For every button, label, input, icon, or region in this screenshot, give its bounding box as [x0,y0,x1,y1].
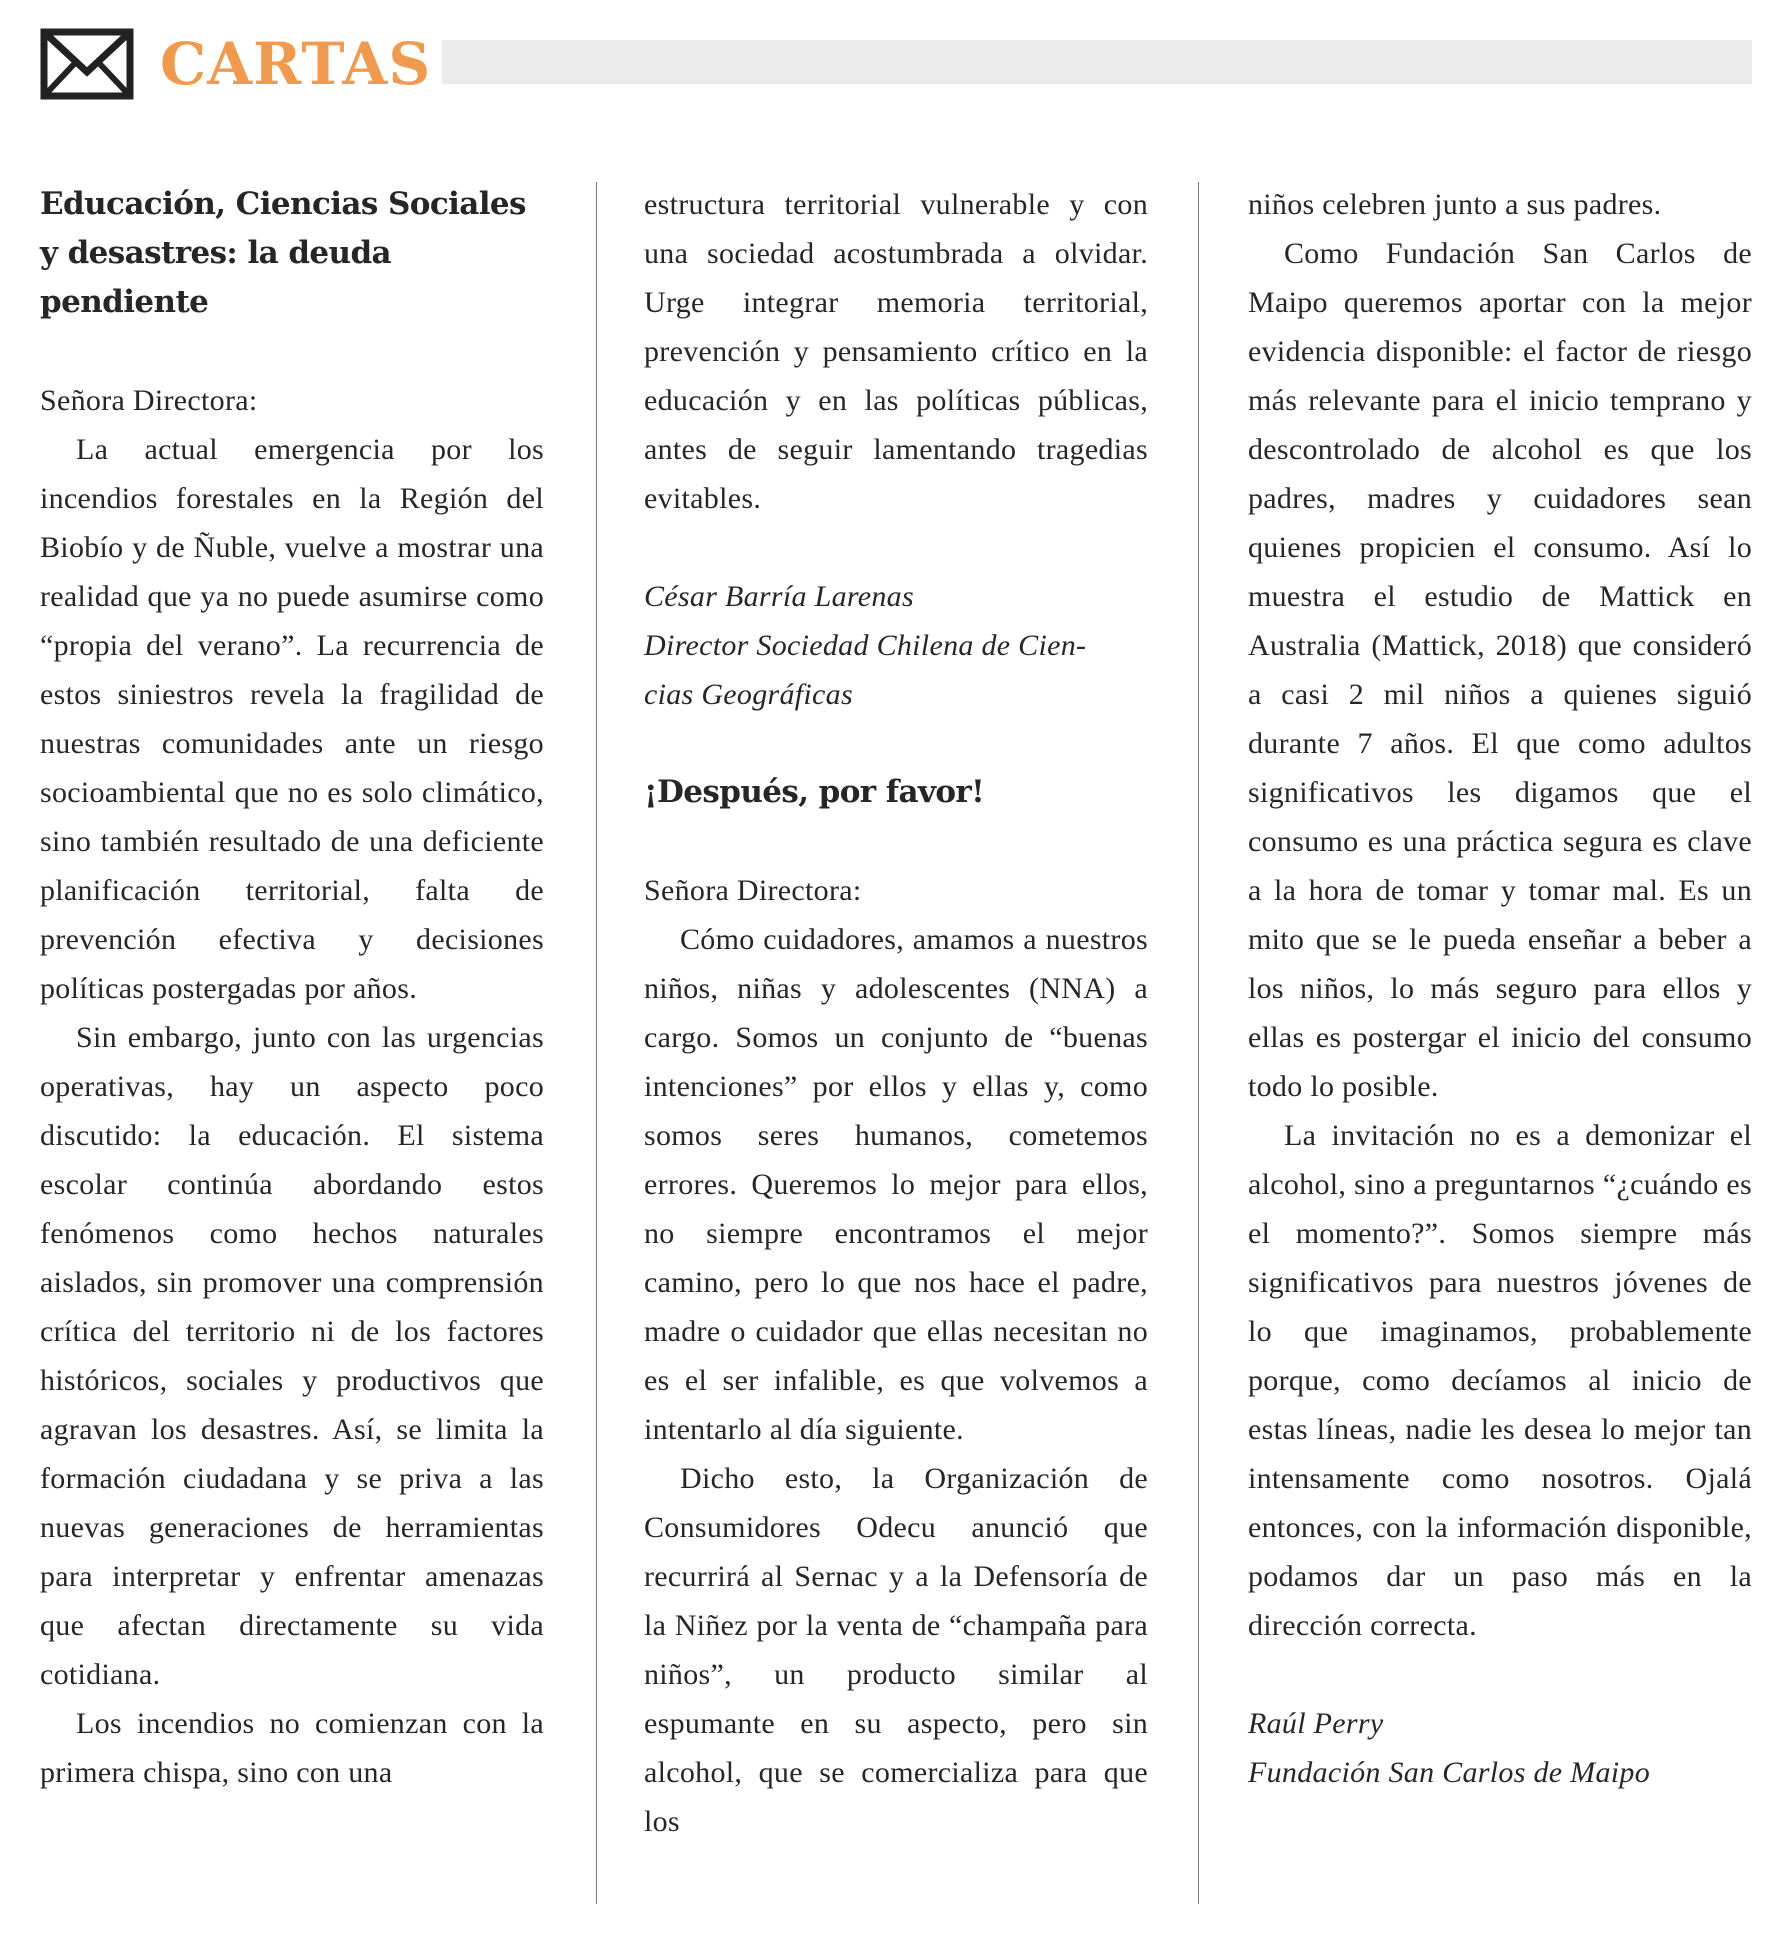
letter-headline: ¡Después, por favor! [644,774,985,810]
letter-headline: Educación, Ciencias Sociales y desastres: la deuda pendiente [40,186,526,320]
letter-paragraph: Cómo cuidadores, amamos a nuestros niños, niñas y adolescentes (NNA) a cargo. Somos un conjunto de “buenas intenciones” por ellos y ellas y, como somos seres humanos, cometemos errores. Queremos lo mejor para ellos, no siempre encontramos el mejor camino, pero lo que nos hace el padre, madre o cuidador que ellas necesitan no es el ser infalible, es que volvemos a intentarlo al día siguiente. [644,923,1148,1446]
author-name: Raúl Perry [1248,1707,1384,1740]
column-1 [40,180,544,1797]
section-title: CARTAS [160,30,432,98]
letter-paragraph: Los incendios no comienzan con la primera chispa, sino con una [40,1707,544,1789]
author-title: Director Sociedad Chilena de Cien- [644,629,1087,662]
author-title: Fundación San Carlos de Maipo [1248,1756,1651,1789]
author-name: César Barría Larenas [644,580,914,613]
letter-paragraph-continued: estructura territorial vulnerable y con una sociedad acostumbrada a olvidar. Urge integrar memoria territorial, prevención y pensamiento crítico en la educación y en las políticas públicas, antes de seguir lamentando tragedias evitables. [644,188,1148,515]
column-divider [596,182,597,1904]
letter-paragraph: La actual emergencia por los incendios forestales en la Región del Biobío y de Ñuble, vuelve a mostrar una realidad que ya no puede asumirse como “propia del verano”. La recurrencia de estos siniestros revela la fragilidad de nuestras comunidades ante un riesgo socioambiental que no es solo climático, sino también resultado de una deficiente planificación territorial, falta de prevención efectiva y decisiones políticas postergadas por años. [40,433,544,1005]
salutation: Señora Directora: [40,384,258,417]
header-bar [442,40,1752,84]
letter-paragraph: Dicho esto, la Organización de Consumidores Odecu anunció que recurrirá al Sernac y a la Defensoría de la Niñez por la venta de “champaña para niños”, un producto similar al espumante en su aspecto, pero sin alcohol, que se comercializa para que los [644,1462,1148,1838]
letter-paragraph-continued: niños celebren junto a sus padres. [1248,188,1662,221]
salutation: Señora Directora: [644,874,862,907]
envelope-icon [40,28,134,100]
section-header [40,28,1752,106]
author-title: cias Geográficas [644,678,853,711]
letter-paragraph: Como Fundación San Carlos de Maipo queremos aportar con la mejor evidencia disponible: el factor de riesgo más relevante para el inicio temprano y descontrolado de alcohol es que los padres, madres y cuidadores sean quienes propicien el consumo. Así lo muestra el estudio de Mattick en Australia (Mattick, 2018) que consideró a casi 2 mil niños a quienes siguió durante 7 años. El que como adultos significativos les digamos que el consumo es una práctica segura es clave a la hora de tomar y tomar mal. Es un mito que se le pueda enseñar a beber a los niños, lo más seguro para ellos y ellas es postergar el inicio del consumo todo lo posible. [1248,237,1752,1103]
letter-paragraph: Sin embargo, junto con las urgencias operativas, hay un aspecto poco discutido: la educación. El sistema escolar continúa abordando estos fenómenos como hechos naturales aislados, sin promover una comprensión crítica del territorio ni de los factores históricos, sociales y productivos que agravan los desastres. Así, se limita la formación ciudadana y se priva a las nuevas generaciones de herramientas para interpretar y enfrentar amenazas que afectan directamente su vida cotidiana. [40,1021,544,1691]
column-2 [644,180,1148,1846]
column-divider [1198,182,1199,1904]
letter-paragraph: La invitación no es a demonizar el alcohol, sino a preguntarnos “¿cuándo es el momento?”. Somos siempre más significativos para nuestros jóvenes de lo que imaginamos, probablemente porque, como decíamos al inicio de estas líneas, nadie les desea lo mejor tan intensamente como nosotros. Ojalá entonces, con la información disponible, podamos dar un paso más en la dirección correcta. [1248,1119,1752,1642]
column-3 [1248,180,1752,1797]
